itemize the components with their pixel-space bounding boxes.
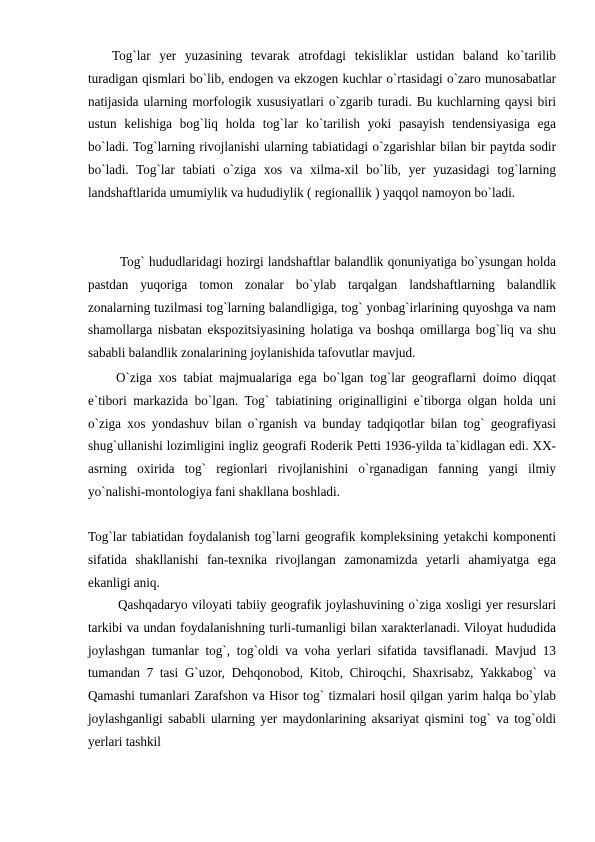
paragraph-mountain-geography: O`ziga xos tabiat majmualariga ega bo`lgan tog`lar geograflarni doimo diqqat e`tibori markazida bo`lgan. Tog` tabiatining originalligini e`tiborga olgan holda uni o`ziga xos yondashuv bilan o`rganish va bunday tadqiqotlar bilan tog` geografiyasi shug`ullanishi lozimligini ingliz geografi Roderik Petti 1936-yilda ta`kidlagan edi. XX-asrning oxirida tog` regionlari rivojlanishini o`rganadigan fanning yangi ilmiy yo`nalishi-montologiya fani shakllana boshladi. [88, 370, 556, 499]
paragraph-altitudinal-zones: Tog` hududlaridagi hozirgi landshaftlar balandlik qonuniyatiga bo`ysungan holda pastdan yuqoriga tomon zonalar bo`ylab tarqalgan landshaftlarning balandlik zonalarning tuzilmasi tog`larning balandligiga, tog` yonbag`irlarining quyoshga va nam shamollarga nisbatan ekspozitsiyasining holatiga va boshqa omillarga bog`liq va shu sababli balandlik zonalarining joylanishida tafovutlar mavjud. [88, 254, 556, 361]
paragraph-mountains-definition: Tog`lar yer yuzasining tevarak atrofdagi tekisliklar ustidan baland ko`tarilib turadigan qismlari bo`lib, endogen va ekzogen kuchlar o`rtasidagi o`zaro munosabatlar natijasida ularning morfologik xususiyatlari o`zgarib turadi. Bu kuchlarning qaysi biri ustun kelishiga bog`liq holda tog`lar ko`tarilish yoki pasayish tendensiyasiga ega bo`ladi. Tog`larning rivojlanishi ularning tabiatidagi o`zgarishlar bilan bir paytda sodir bo`ladi. Tog`lar tabiati o`ziga xos va xilma-xil bo`lib, yer yuzasidagi tog`larning landshaftlarida umumiylik va hududiylik ( regionallik ) yaqqol namoyon bo`ladi. [88, 48, 556, 200]
paragraph-qashqadaryo-region: Qashqadaryo viloyati tabiiy geografik joylashuvining o`ziga xosligi yer resurslari tarkibi va undan foydalanishning turli-tumanligi bilan xarakterlanadi. Viloyat hududida joylashgan tumanlar tog`, tog`oldi va voha yerlari sifatida tavsiflanadi. Mavjud 13 tumandan 7 tasi G`uzor, Dehqonobod, Kitob, Chiroqchi, Shaxrisabz, Yakkabog` va Qamashi tumanlari Zarafshon va Hisor tog` tizmalari hosil qilgan yarim halqa bo`ylab joylashganligi sababli ularning yer maydonlarining aksariyat qismini tog` va tog`oldi yerlari tashkil [88, 597, 556, 749]
paragraph-mountain-use: Tog`lar tabiatidan foydalanish tog`larni geografik kompleksining yetakchi komponenti sifatida shakllanishi fan-texnika rivojlangan zamonamizda yetarli ahamiyatga ega ekanligi aniq. [88, 529, 556, 590]
